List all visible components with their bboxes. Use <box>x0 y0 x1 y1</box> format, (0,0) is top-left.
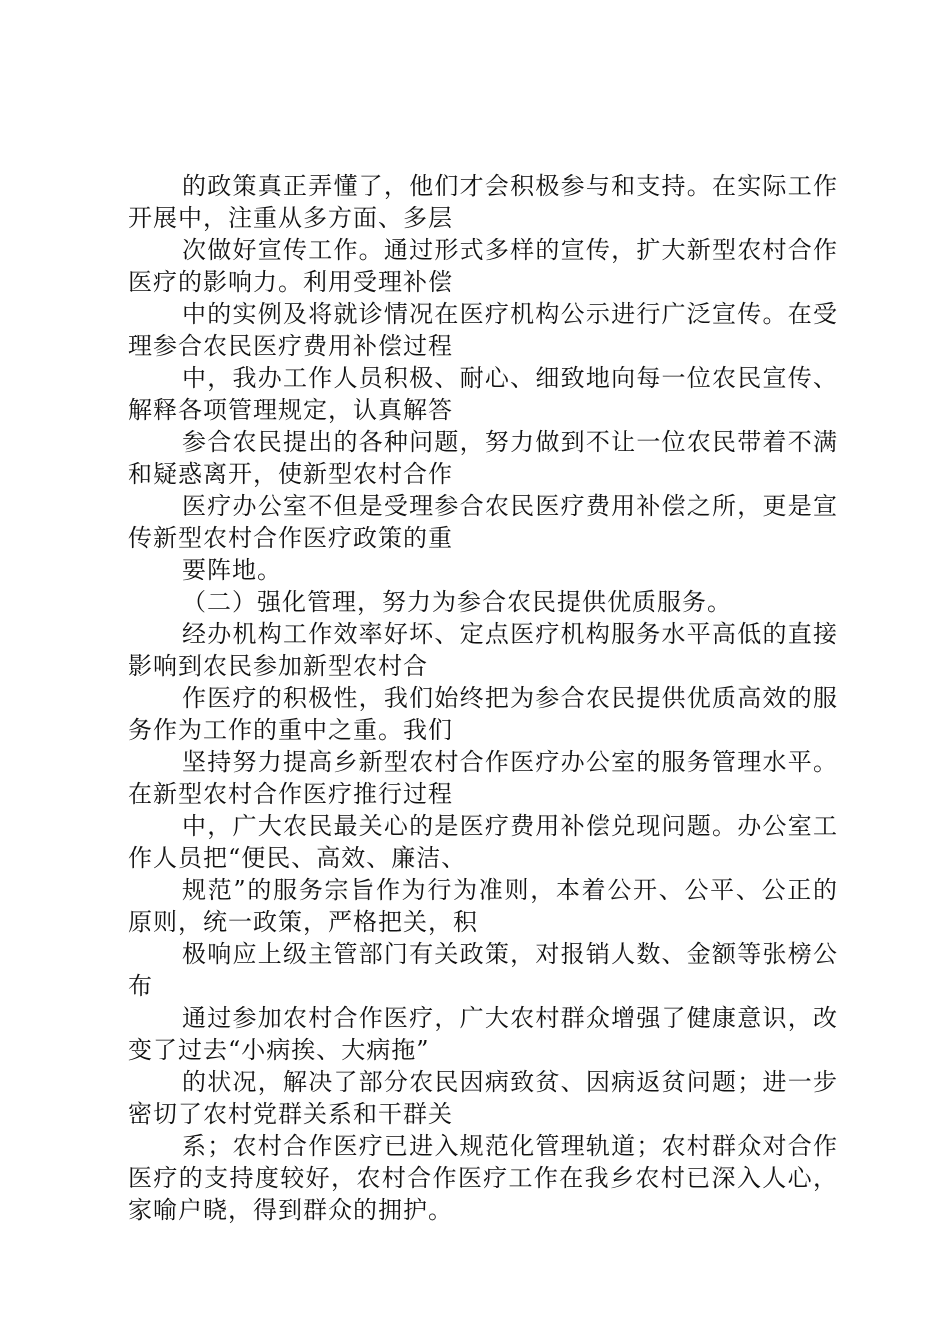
paragraph: 医疗办公室不但是受理参合农民医疗费用补偿之所，更是宣传新型农村合作医疗政策的重 <box>128 492 838 552</box>
paragraph: 规范”的服务宗旨作为行为准则，本着公开、公平、公正的原则，统一政策，严格把关，积 <box>128 876 838 936</box>
paragraph: 中的实例及将就诊情况在医疗机构公示进行广泛宣传。在受理参合农民医疗费用补偿过程 <box>128 300 838 360</box>
paragraph: 参合农民提出的各种问题，努力做到不让一位农民带着不满和疑惑离开，使新型农村合作 <box>128 428 838 488</box>
section-heading: （二）强化管理，努力为参合农民提供优质服务。 <box>182 588 732 616</box>
document-body <box>128 170 838 1226</box>
paragraph: 的政策真正弄懂了，他们才会积极参与和支持。在实际工作开展中，注重从多方面、多层 <box>128 172 838 232</box>
paragraph: 中，广大农民最关心的是医疗费用补偿兑现问题。办公室工作人员把“便民、高效、廉洁、 <box>128 812 838 872</box>
paragraph: 通过参加农村合作医疗，广大农村群众增强了健康意识，改变了过去“小病挨、大病拖” <box>128 1004 838 1064</box>
paragraph: 作医疗的积极性，我们始终把为参合农民提供优质高效的服务作为工作的重中之重。我们 <box>128 684 838 744</box>
paragraph: 极响应上级主管部门有关政策，对报销人数、金额等张榜公布 <box>128 940 838 1000</box>
paragraph: 经办机构工作效率好坏、定点医疗机构服务水平高低的直接影响到农民参加新型农村合 <box>128 620 838 680</box>
paragraph: 要阵地。 <box>182 556 282 584</box>
paragraph: 的状况，解决了部分农民因病致贫、因病返贫问题；进一步密切了农村党群关系和干群关 <box>128 1068 838 1128</box>
paragraph: 坚持努力提高乡新型农村合作医疗办公室的服务管理水平。在新型农村合作医疗推行过程 <box>128 748 838 808</box>
paragraph: 次做好宣传工作。通过形式多样的宣传，扩大新型农村合作医疗的影响力。利用受理补偿 <box>128 236 838 296</box>
paragraph: 系；农村合作医疗已进入规范化管理轨道；农村群众对合作医疗的支持度较好，农村合作医疗工作在我乡农村已深入人心，家喻户晓，得到群众的拥护。 <box>128 1132 838 1224</box>
paragraph: 中，我办工作人员积极、耐心、细致地向每一位农民宣传、解释各项管理规定，认真解答 <box>128 364 838 424</box>
